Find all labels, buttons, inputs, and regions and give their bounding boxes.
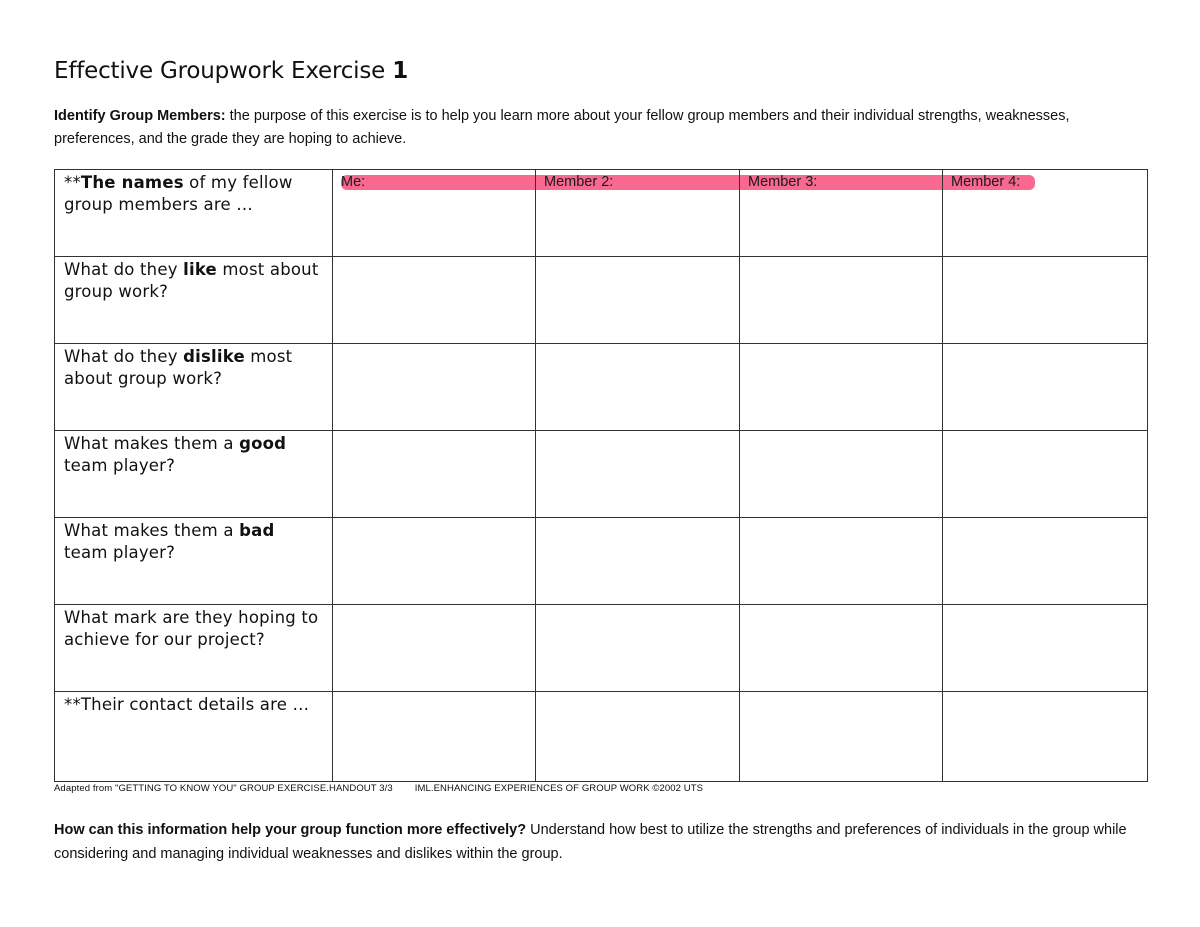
answer-cell[interactable] bbox=[943, 692, 1148, 782]
row-label-bold: like bbox=[183, 260, 217, 279]
intro-lead: Identify Group Members: bbox=[54, 108, 226, 124]
table-row bbox=[55, 431, 1148, 518]
highlight-mark bbox=[341, 175, 535, 190]
row-label-mark bbox=[55, 605, 333, 692]
answer-cell[interactable] bbox=[536, 518, 740, 605]
row-label-names bbox=[55, 170, 333, 257]
row-label-bold: good bbox=[239, 434, 287, 453]
footnote-source: Adapted from "GETTING TO KNOW YOU" GROUP EXERCISE.HANDOUT 3/3 bbox=[54, 783, 393, 794]
answer-cell[interactable] bbox=[740, 344, 943, 431]
table-row bbox=[55, 344, 1148, 431]
answer-cell[interactable] bbox=[333, 605, 536, 692]
table-row bbox=[55, 518, 1148, 605]
table-row bbox=[55, 257, 1148, 344]
closing-lead: How can this information help your group function more effectively? bbox=[54, 822, 527, 838]
row-label-bold: bad bbox=[239, 521, 275, 540]
title-number: 1 bbox=[392, 58, 409, 84]
header-label-me: Me: bbox=[341, 174, 366, 190]
answer-cell[interactable] bbox=[536, 692, 740, 782]
answer-cell[interactable] bbox=[333, 257, 536, 344]
row-label-pre: What mark are they hoping to achieve for our project? bbox=[64, 608, 319, 649]
source-footnote bbox=[54, 783, 703, 794]
title-text: Effective Groupwork Exercise bbox=[54, 58, 393, 84]
footnote-copyright: IML.ENHANCING EXPERIENCES OF GROUP WORK ©2002 UTS bbox=[414, 783, 704, 794]
closing-paragraph bbox=[54, 818, 1154, 866]
answer-cell[interactable] bbox=[333, 344, 536, 431]
row-label-pre: **Their contact details are … bbox=[64, 695, 310, 714]
header-label-member-2: Member 2: bbox=[544, 174, 614, 190]
header-cell-member-4[interactable] bbox=[943, 170, 1148, 257]
answer-cell[interactable] bbox=[536, 344, 740, 431]
answer-cell[interactable] bbox=[536, 431, 740, 518]
closing-body: Understand how best to utilize the strengths and preferences of individuals in the group while considering and managing individual weaknesses and dislikes within the group. bbox=[54, 822, 1127, 862]
answer-cell[interactable] bbox=[740, 605, 943, 692]
answer-cell[interactable] bbox=[740, 257, 943, 344]
row-label-dislike bbox=[55, 344, 333, 431]
header-cell-member-2[interactable] bbox=[536, 170, 740, 257]
answer-cell[interactable] bbox=[536, 257, 740, 344]
row-label-bold: dislike bbox=[183, 347, 245, 366]
row-label-bold: The names bbox=[80, 173, 184, 192]
answer-cell[interactable] bbox=[333, 431, 536, 518]
group-members-table bbox=[54, 169, 1148, 782]
answer-cell[interactable] bbox=[740, 431, 943, 518]
header-cell-member-3[interactable] bbox=[740, 170, 943, 257]
row-label-pre: What makes them a bbox=[64, 434, 240, 453]
header-cell-me[interactable] bbox=[333, 170, 536, 257]
row-label-post: most about group work? bbox=[64, 347, 293, 388]
row-label-pre: What do they bbox=[64, 347, 184, 366]
table-row bbox=[55, 170, 1148, 257]
answer-cell[interactable] bbox=[333, 692, 536, 782]
table-row bbox=[55, 605, 1148, 692]
header-label-member-3: Member 3: bbox=[748, 174, 818, 190]
answer-cell[interactable] bbox=[740, 518, 943, 605]
answer-cell[interactable] bbox=[740, 692, 943, 782]
answer-cell[interactable] bbox=[943, 344, 1148, 431]
table-row bbox=[55, 692, 1148, 782]
intro-paragraph bbox=[54, 105, 1154, 151]
row-label-post: of my fellow group members are … bbox=[64, 173, 293, 214]
row-label-contact bbox=[55, 692, 333, 782]
answer-cell[interactable] bbox=[943, 431, 1148, 518]
row-label-bad bbox=[55, 518, 333, 605]
row-label-pre: What makes them a bbox=[64, 521, 240, 540]
row-label-good bbox=[55, 431, 333, 518]
answer-cell[interactable] bbox=[333, 518, 536, 605]
answer-cell[interactable] bbox=[536, 605, 740, 692]
row-label-pre: ** bbox=[64, 173, 81, 192]
intro-body: the purpose of this exercise is to help you learn more about your fellow group members and their individual strengths, weaknesses, preferences, and the grade they are hoping to achieve. bbox=[54, 108, 1070, 147]
answer-cell[interactable] bbox=[943, 518, 1148, 605]
row-label-post: team player? bbox=[64, 543, 176, 562]
page-title bbox=[54, 58, 408, 84]
header-label-member-4: Member 4: bbox=[951, 174, 1021, 190]
row-label-post: most about group work? bbox=[64, 260, 319, 301]
row-label-like bbox=[55, 257, 333, 344]
answer-cell[interactable] bbox=[943, 605, 1148, 692]
row-label-pre: What do they bbox=[64, 260, 184, 279]
row-label-post: team player? bbox=[64, 456, 176, 475]
answer-cell[interactable] bbox=[943, 257, 1148, 344]
